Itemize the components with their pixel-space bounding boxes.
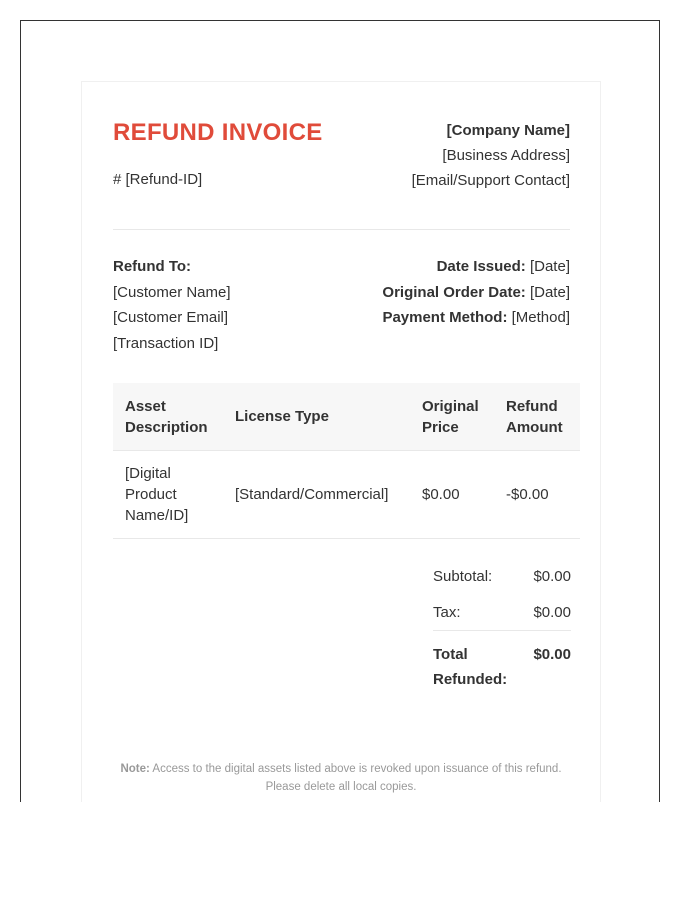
totals-divider [433,630,571,631]
total-refunded-value: $0.00 [533,646,571,663]
support-contact: [Email/Support Contact] [411,172,570,189]
payment-method-row [382,305,570,331]
refund-to-block [113,254,231,356]
table-row [113,451,580,539]
invoice-card [81,81,601,802]
invoice-title: REFUND INVOICE [113,119,323,146]
refund-to-label: Refund To: [113,258,192,275]
company-name: [Company Name] [446,122,570,139]
total-refunded-row [433,642,571,692]
order-date-label: Original Order Date: [382,283,526,301]
payment-method-label: Payment Method: [382,309,508,326]
payment-method-value: [Method] [511,309,570,326]
invoice-meta [382,254,570,331]
note-label: Note: [120,763,150,775]
footer-note [102,760,580,796]
customer-name: [Customer Name] [113,283,231,301]
cell-asset-description: [Digital Product Name/ID] [113,451,223,539]
refund-items-table [113,383,580,539]
subtotal-label: Subtotal: [433,568,493,585]
page-frame [20,20,660,802]
transaction-id: [Transaction ID] [113,334,219,352]
table-header-row [113,383,580,451]
col-refund-amount: Refund Amount [494,383,580,451]
date-issued-value: [Date] [529,258,570,275]
note-text: Access to the digital assets listed above is revoked upon issuance of this refund. Please delete all local copies. [152,763,562,793]
tax-label: Tax: [433,604,461,621]
tax-value: $0.00 [533,604,571,621]
date-issued-label: Date Issued: [436,258,526,275]
header-divider [113,229,570,230]
cell-refund-amount: -$0.00 [494,451,580,539]
cell-license-type: [Standard/Commercial] [223,451,410,539]
customer-email: [Customer Email] [113,309,229,326]
date-issued-row [382,254,570,280]
subtotal-value: $0.00 [533,568,571,585]
total-refunded-label: Total Refunded: [433,646,508,688]
refund-id: # [Refund-ID] [113,171,203,188]
tax-row [433,602,571,630]
col-license-type: License Type [223,383,410,451]
business-address: [Business Address] [442,147,570,164]
col-original-price: Original Price [410,383,494,451]
totals-block [433,566,571,692]
cell-original-price: $0.00 [410,451,494,539]
col-asset-description: Asset Description [113,383,223,451]
company-info [412,118,570,193]
subtotal-row [433,566,571,602]
order-date-value: [Date] [529,283,570,301]
order-date-row [382,280,570,306]
